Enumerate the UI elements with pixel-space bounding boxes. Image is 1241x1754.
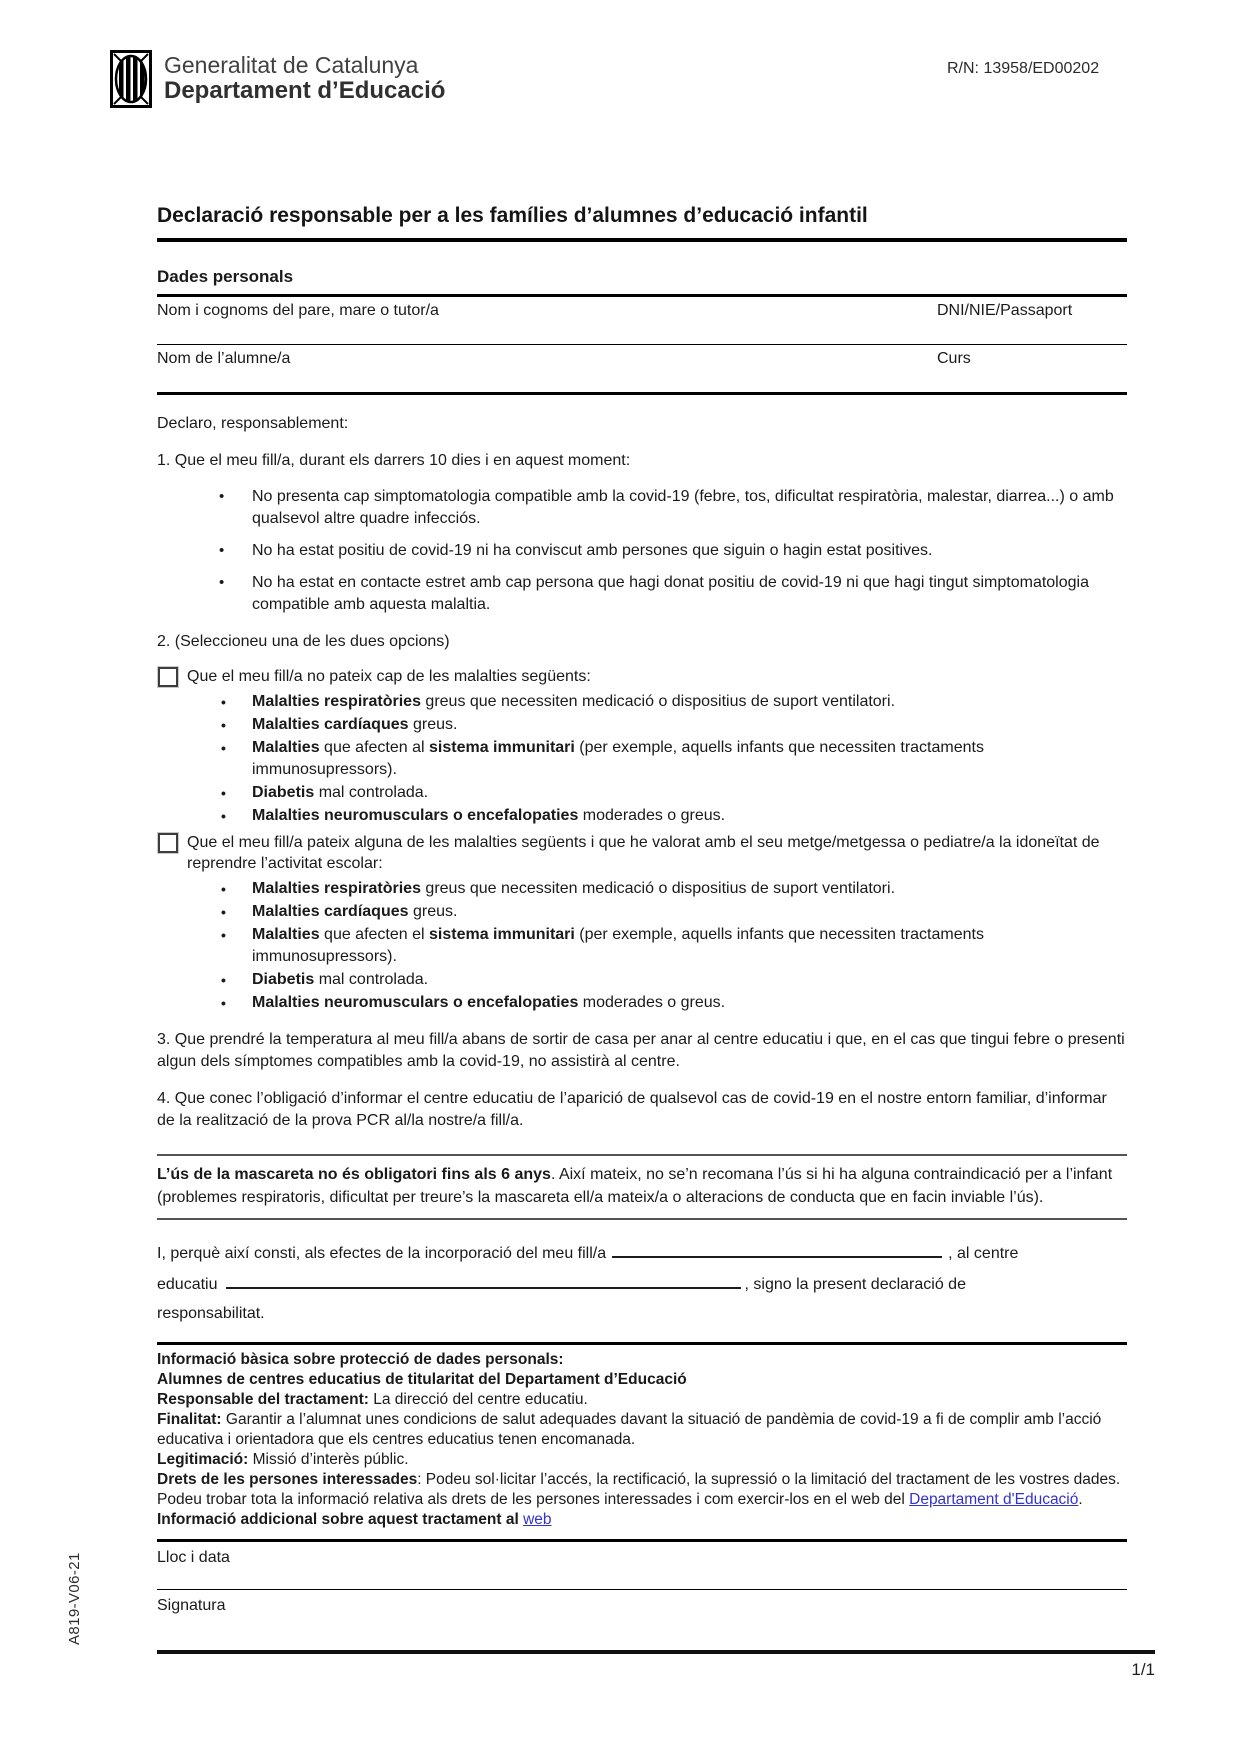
disease-item (157, 714, 1127, 736)
privacy-finalitat (157, 1410, 1127, 1450)
field-row-parent (157, 297, 1127, 345)
text-run: Malalties neuromusculars o encefalopaties (252, 994, 579, 1011)
text-run: Diabetis (252, 971, 315, 988)
disease-item (157, 924, 1127, 968)
parent-name-field[interactable] (157, 297, 927, 344)
text-run: Informació addicional sobre aquest tractament al (157, 1511, 524, 1528)
school-name-blank[interactable] (226, 1273, 741, 1289)
text-run: Finalitat: (157, 1411, 222, 1428)
declaration-intro: Declaro, responsablement: (157, 415, 349, 432)
text-run: greus. (408, 903, 458, 920)
reference-number: R/N: 13958/ED00202 (947, 60, 1100, 77)
text-run: , al centre (948, 1245, 1019, 1262)
privacy-additional (157, 1510, 1127, 1530)
field-row-student (157, 345, 1127, 395)
student-name-label: Nom de l’alumne/a (157, 350, 291, 367)
signature-field[interactable] (157, 1590, 1127, 1697)
text-run: Malalties cardíaques (252, 716, 409, 733)
mask-notice-rest: . Així mateix, no se’n recomana l’ús si hi ha alguna contraindicació per a l’infant (problemes respiratoris, dificultat per treure’s la mascareta ell/a mateix/a o alteracions de conducta que en facin inviable l’ús). (157, 1166, 1113, 1206)
bullet-item: • No presenta cap simptomatologia compatible amb la covid-19 (febre, tos, dificultat respiratòria, malestar, diarrea...) o amb qualsevol altre quadre infecciós. (157, 486, 1127, 530)
text-run: Malalties cardíaques (252, 903, 409, 920)
mask-notice-bold: L’ús de la mascareta no és obligatori fins als 6 anys (157, 1166, 551, 1183)
text-run: Garantir a l’alumnat unes condicions de salut adequades davant la situació de pandèmia de covid-19 a fi de complir amb l’acció educativa i orientadora que els centres educatius tenen encomanada. (157, 1411, 1102, 1448)
closing-line-2 (157, 1273, 1127, 1295)
closing-line-1 (157, 1242, 1127, 1264)
text-run: sistema immunitari (429, 926, 575, 943)
text-run: , signo la present declaració de (744, 1276, 966, 1293)
curs-field[interactable] (937, 345, 1127, 392)
text-run: que afecten el (319, 926, 430, 943)
disease-item (157, 901, 1127, 923)
mask-notice (157, 1154, 1127, 1220)
text-run: . (1078, 1491, 1083, 1508)
text-run: Drets de les persones interessades (157, 1471, 418, 1488)
point-1-bullet-list (157, 486, 1127, 616)
text-run: Malalties (252, 739, 320, 756)
closing-statement (157, 1242, 1127, 1324)
text-run: responsabilitat. (157, 1305, 265, 1322)
text-run: Malalties respiratòries (252, 693, 421, 710)
text-run: I, perquè així consti, als efectes de la incorporació del meu fill/a (157, 1245, 607, 1262)
text-run: sistema immunitari (429, 739, 575, 756)
dni-label: DNI/NIE/Passaport (937, 302, 1073, 319)
text-run: Responsable del tractament: (157, 1391, 369, 1408)
section-title-dades-personals: Dades personals (157, 266, 1127, 297)
page-title: Declaració responsable per a les famílies d’alumnes d’educació infantil (157, 203, 1127, 242)
text-run: Malalties neuromusculars o encefalopaties (252, 807, 579, 824)
parent-name-label: Nom i cognoms del pare, mare o tutor/a (157, 302, 439, 319)
text-run: Diabetis (252, 784, 315, 801)
place-date-label: Lloc i data (157, 1549, 230, 1566)
option-2-disease-list (157, 878, 1127, 1014)
option-2-checkbox[interactable] (158, 833, 178, 853)
disease-item (157, 969, 1127, 991)
child-name-blank[interactable] (612, 1242, 942, 1258)
text-run: greus que necessiten medicació o dispositius de suport ventilatori. (420, 880, 896, 897)
bullet-item: • No ha estat positiu de covid-19 ni ha conviscut amb persones que siguin o hagin estat positives. (157, 540, 1127, 562)
point-2: 2. (Seleccioneu una de les dues opcions) (157, 633, 450, 650)
privacy-drets (157, 1470, 1127, 1510)
footer-divider (157, 1650, 1155, 1654)
org-name-line1: Generalitat de Catalunya (164, 51, 419, 78)
option-1-row (157, 666, 1127, 687)
form-code: A819-V06-21 (66, 1552, 83, 1645)
signature-label: Signatura (157, 1597, 226, 1614)
text-run: mal controlada. (314, 971, 429, 988)
text-run: Malalties respiratòries (252, 880, 421, 897)
disease-item (157, 992, 1127, 1014)
page-number: 1/1 (1131, 1660, 1155, 1679)
text-run: greus que necessiten medicació o dispositius de suport ventilatori. (420, 693, 896, 710)
option-1-checkbox[interactable] (158, 667, 178, 687)
place-date-field[interactable] (157, 1542, 1127, 1590)
text-run: mal controlada. (314, 784, 429, 801)
point-4: 4. Que conec l’obligació d’informar el centre educatiu de l’aparició de qualsevol cas de covid-19 en el nostre entorn familiar, d’informar de la realització de la prova PCR al/la nostre/a fill/a. (157, 1090, 1107, 1129)
privacy-heading-1: Informació bàsica sobre protecció de dades personals: (157, 1351, 564, 1368)
disease-item (157, 878, 1127, 900)
dni-field[interactable] (937, 297, 1127, 344)
text-run: moderades o greus. (578, 807, 726, 824)
privacy-responsable (157, 1390, 1127, 1410)
privacy-legitimacio (157, 1450, 1127, 1470)
curs-label: Curs (937, 350, 971, 367)
option-1-disease-list (157, 691, 1127, 827)
text-run: (per exemple, aquells infants que necessiten tractaments immunosupressors). (252, 739, 984, 778)
text-run: Missió d’interès públic. (248, 1451, 409, 1468)
text-run: moderades o greus. (578, 994, 726, 1011)
bullet-item: • No ha estat en contacte estret amb cap persona que hagi donat positiu de covid-19 ni que hagi tingut simptomatologia compatible amb aquesta malaltia. (157, 572, 1127, 616)
disease-item (157, 691, 1127, 713)
text-run: (per exemple, aquells infants que necessiten tractaments immunosupressors). (252, 926, 984, 965)
student-name-field[interactable] (157, 345, 927, 392)
form-body (157, 0, 1127, 1697)
org-name-line2: Departament d’Educació (164, 77, 446, 105)
text-run: Malalties (252, 926, 320, 943)
point-1: 1. Que el meu fill/a, durant els darrers 10 dies i en aquest moment: (157, 452, 631, 469)
text-run: La direcció del centre educatiu. (368, 1391, 588, 1408)
disease-item (157, 782, 1127, 804)
text-run: greus. (408, 716, 458, 733)
option-2-label: Que el meu fill/a pateix alguna de les malalties següents i que he valorat amb el seu metge/metgessa o pediatre/a la idoneïtat de reprendre l’activitat escolar: (187, 834, 1100, 872)
disease-item (157, 737, 1127, 781)
text-run: que afecten al (319, 739, 430, 756)
departament-educacio-link[interactable]: Departament d'Educació (909, 1491, 1079, 1508)
option-1-label: Que el meu fill/a no pateix cap de les malalties següents: (187, 668, 591, 685)
generalitat-seal-icon (110, 50, 152, 108)
text-run: educatiu (157, 1276, 218, 1293)
text-run: Legitimació: (157, 1451, 249, 1468)
privacy-heading-2: Alumnes de centres educatius de titularitat del Departament d’Educació (157, 1371, 687, 1388)
point-3: 3. Que prendré la temperatura al meu fill/a abans de sortir de casa per anar al centre educatiu i que, en el cas que tingui febre o presenti algun dels símptomes compatibles amb la covid-19, no assistirà al centre. (157, 1031, 1125, 1070)
disease-item (157, 805, 1127, 827)
text-run: : Podeu sol·licitar l’accés, la rectificació, la supressió o la limitació del tractament de les vostres dades. Podeu trobar tota la informació relativa als drets de les persones interessades i com exercir-los en el web del (157, 1471, 1121, 1508)
web-link[interactable]: web (523, 1511, 552, 1528)
closing-line-3 (157, 1304, 1127, 1324)
privacy-notice (157, 1342, 1127, 1542)
option-2-row (157, 832, 1127, 874)
